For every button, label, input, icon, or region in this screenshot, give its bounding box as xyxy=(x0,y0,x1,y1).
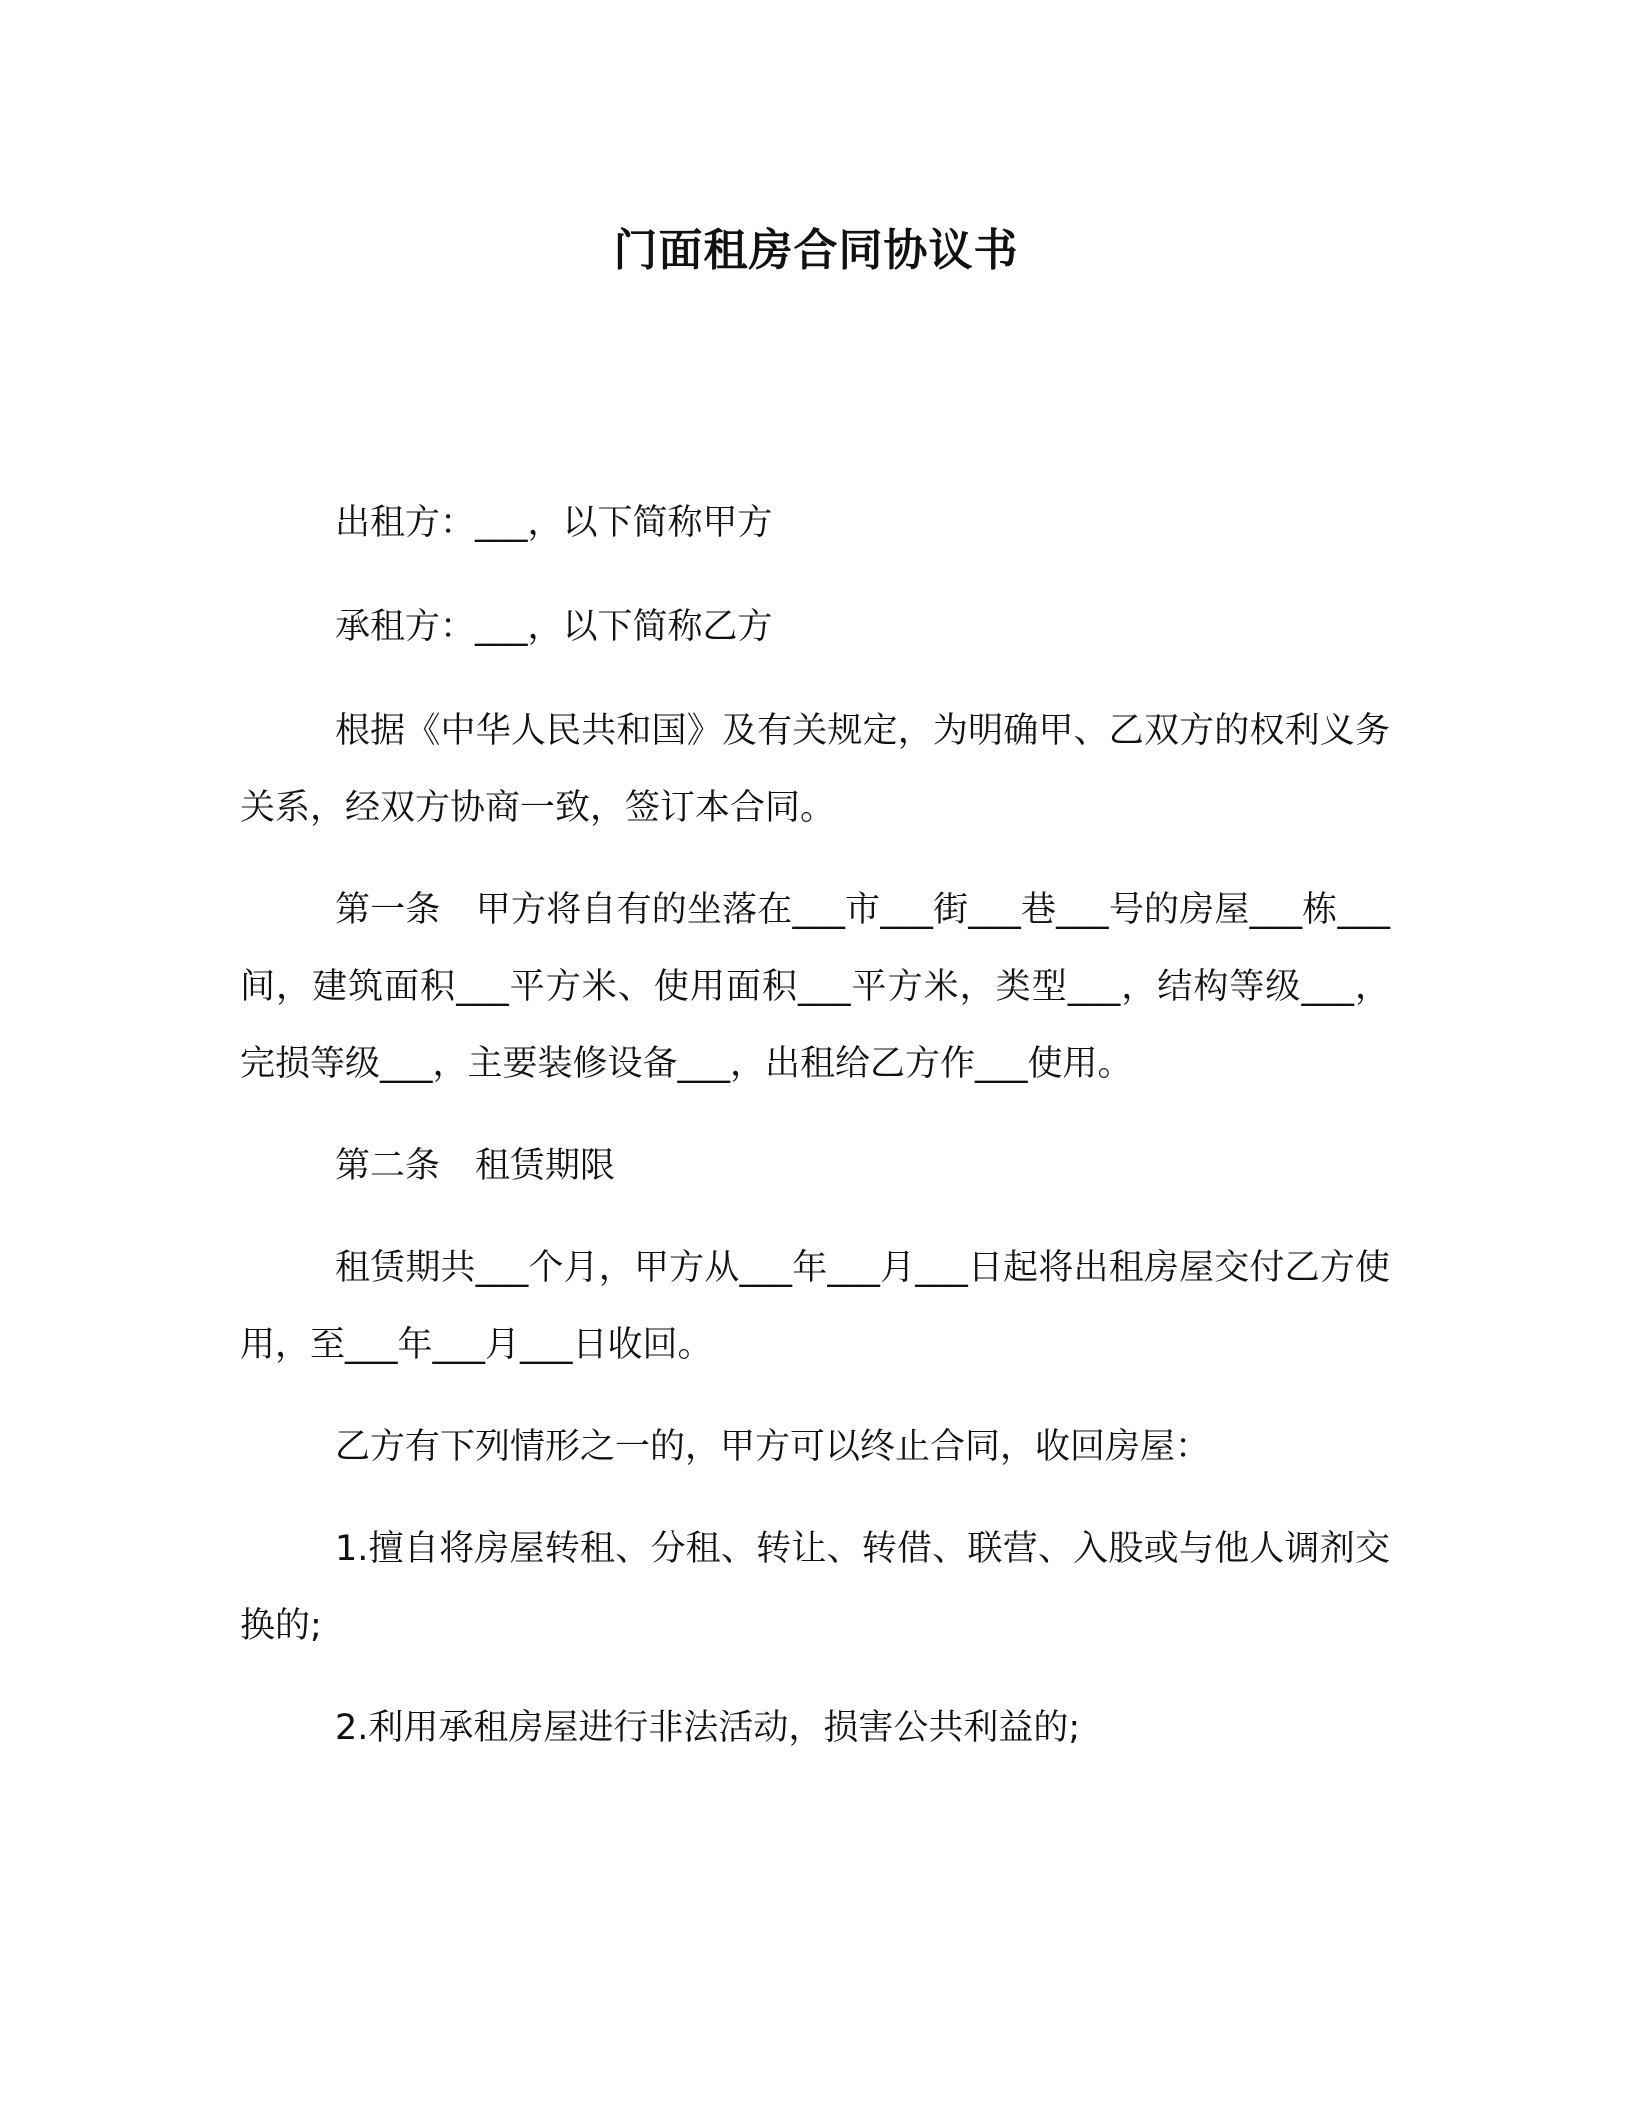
contract-body xyxy=(240,485,1390,1767)
document-title: 门面租房合同协议书 xyxy=(613,225,1019,276)
article-one-paragraph: 第一条 甲方将自有的坐落在___市___街___巷___号的房屋___栋___间，建筑面积___平方米、使用面积___平方米，类型___，结构等级___，完损等级___，主要装修设备___，出租给乙方作___使用。 xyxy=(240,890,1390,1084)
lessee-paragraph: 承租方：___，以下简称乙方 xyxy=(335,607,773,647)
termination-conditions-intro: 乙方有下列情形之一的，甲方可以终止合同，收回房屋： xyxy=(335,1427,1211,1467)
preamble-paragraph: 根据《中华人民共和国》及有关规定，为明确甲、乙双方的权利义务关系，经双方协商一致，签订本合同。 xyxy=(240,711,1390,828)
article-two-heading: 第二条 租赁期限 xyxy=(335,1146,616,1186)
termination-condition-2: 2.利用承租房屋进行非法活动，损害公共利益的; xyxy=(335,1708,1081,1748)
termination-condition-1: 1.擅自将房屋转租、分租、转让、转借、联营、入股或与他人调剂交换的; xyxy=(240,1529,1390,1646)
lease-term-paragraph: 租赁期共___个月，甲方从___年___月___日起将出租房屋交付乙方使用，至___年___月___日收回。 xyxy=(240,1248,1390,1365)
lessor-paragraph: 出租方：___，以下简称甲方 xyxy=(335,503,773,543)
